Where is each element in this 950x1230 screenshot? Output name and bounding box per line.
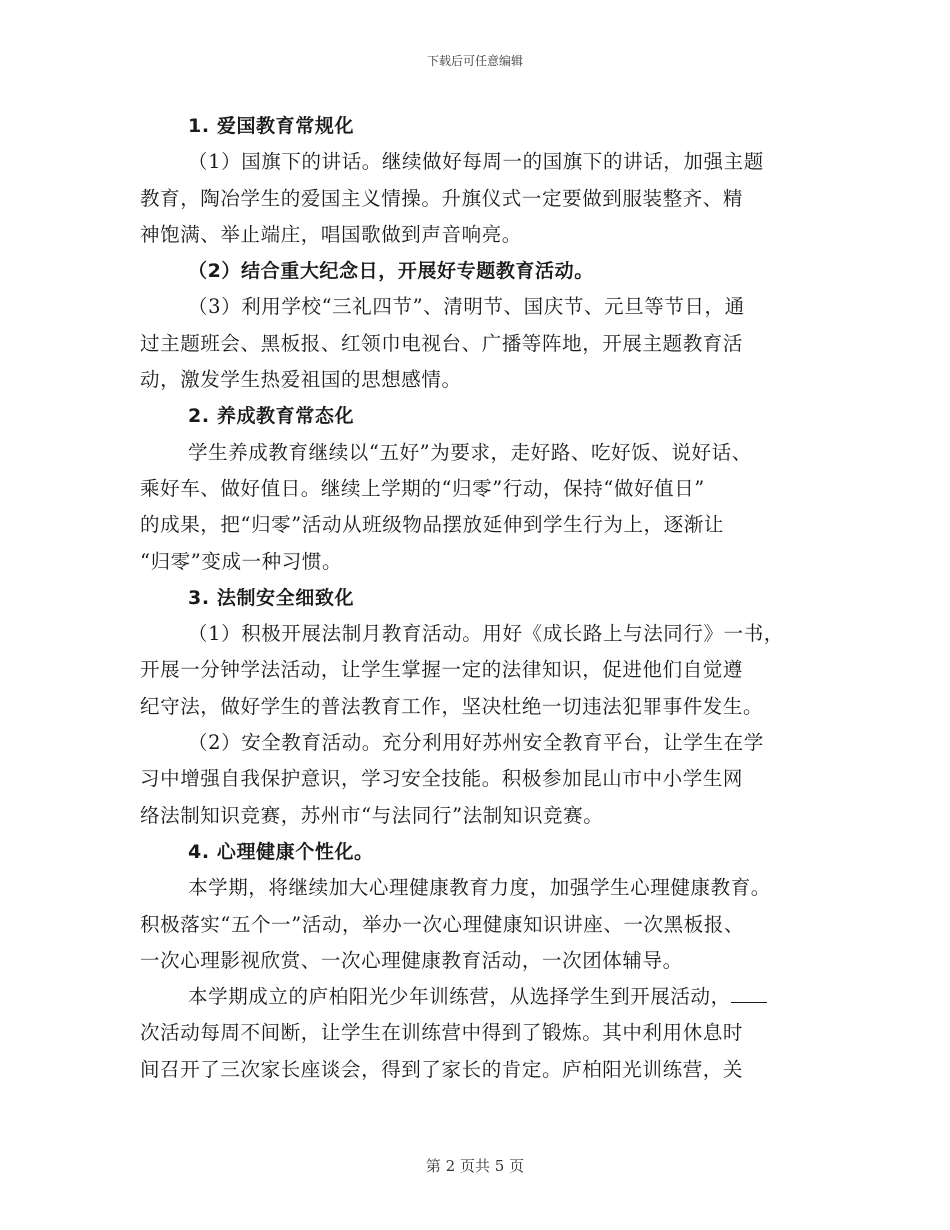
- paragraph-line: 次活动每周不间断，让学生在训练营中得到了锻炼。其中利用休息时: [140, 1021, 744, 1045]
- section-heading-3: 3. 法制安全细致化: [188, 586, 355, 609]
- paragraph-line: 过主题班会、黑板报、红领巾电视台、广播等阵地，开展主题教育活: [140, 331, 744, 355]
- paragraph-line: 教育，陶冶学生的爱国主义情操。升旗仪式一定要做到服装整齐、精: [140, 186, 744, 210]
- document-body: [140, 108, 812, 1088]
- paragraph-line: 神饱满、举止端庄，唱国歌做到声音响亮。: [140, 222, 522, 246]
- page-header: 下载后可任意编辑: [426, 54, 523, 68]
- paragraph-line: （3）利用学校“三礼四节”、清明节、国庆节、元旦等节日，通: [188, 295, 745, 319]
- paragraph-line: 习中增强自我保护意识，学习安全技能。积极参加昆山市中小学生网: [140, 767, 744, 791]
- paragraph-line: 本学期，将继续加大心理健康教育力度，加强学生心理健康教育。: [188, 876, 771, 900]
- paragraph-line: （1）国旗下的讲话。继续做好每周一的国旗下的讲话，加强主题: [188, 150, 764, 174]
- paragraph-line: 开展一分钟学法活动，让学生掌握一定的法律知识，促进他们自觉遵: [140, 658, 744, 682]
- paragraph-line: 间召开了三次家长座谈会，得到了家长的肯定。庐柏阳光训练营，关: [140, 1057, 744, 1081]
- section-heading-4: 4. 心理健康个性化。: [188, 840, 374, 863]
- paragraph-line: “归零”变成一种习惯。: [140, 549, 343, 573]
- paragraph-line: 乘好车、做好值日。继续上学期的“归零”行动，保持“做好值日”: [140, 476, 705, 500]
- section-subheading: （2）结合重大纪念日，开展好专题教育活动。: [188, 260, 594, 283]
- paragraph-line: 动，激发学生热爱祖国的思想感情。: [140, 368, 462, 392]
- paragraph-line: 纪守法，做好学生的普法教育工作，坚决杜绝一切违法犯罪事件发生。: [140, 694, 764, 718]
- paragraph-line: 络法制知识竞赛，苏州市“与法同行”法制知识竞赛。: [140, 803, 604, 827]
- paragraph-line: 学生养成教育继续以“五好”为要求，走好路、吃好饭、说好话、: [188, 440, 752, 464]
- section-heading-2: 2. 养成教育常态化: [188, 405, 355, 428]
- paragraph-line: 积极落实“五个一”活动，举办一次心理健康知识讲座、一次黑板报、: [140, 912, 745, 936]
- paragraph-line-with-blank: [140, 979, 812, 1015]
- paragraph-line: 一次心理影视欣赏、一次心理健康教育活动，一次团体辅导。: [140, 948, 683, 972]
- fill-in-blank: [731, 980, 767, 1003]
- page-footer: 第 2 页共 5 页: [425, 1157, 525, 1175]
- paragraph-line: 的成果，把“归零”活动从班级物品摆放延伸到学生行为上，逐渐让: [140, 513, 724, 537]
- paragraph-line: （2）安全教育活动。充分利用好苏州安全教育平台，让学生在学: [188, 731, 764, 755]
- paragraph-text: 本学期成立的庐柏阳光少年训练营，从选择学生到开展活动，: [188, 985, 731, 1009]
- paragraph-line: （1）积极开展法制月教育活动。用好《成长路上与法同行》一书，: [188, 622, 784, 646]
- section-heading-1: 1. 爱国教育常规化: [188, 115, 355, 137]
